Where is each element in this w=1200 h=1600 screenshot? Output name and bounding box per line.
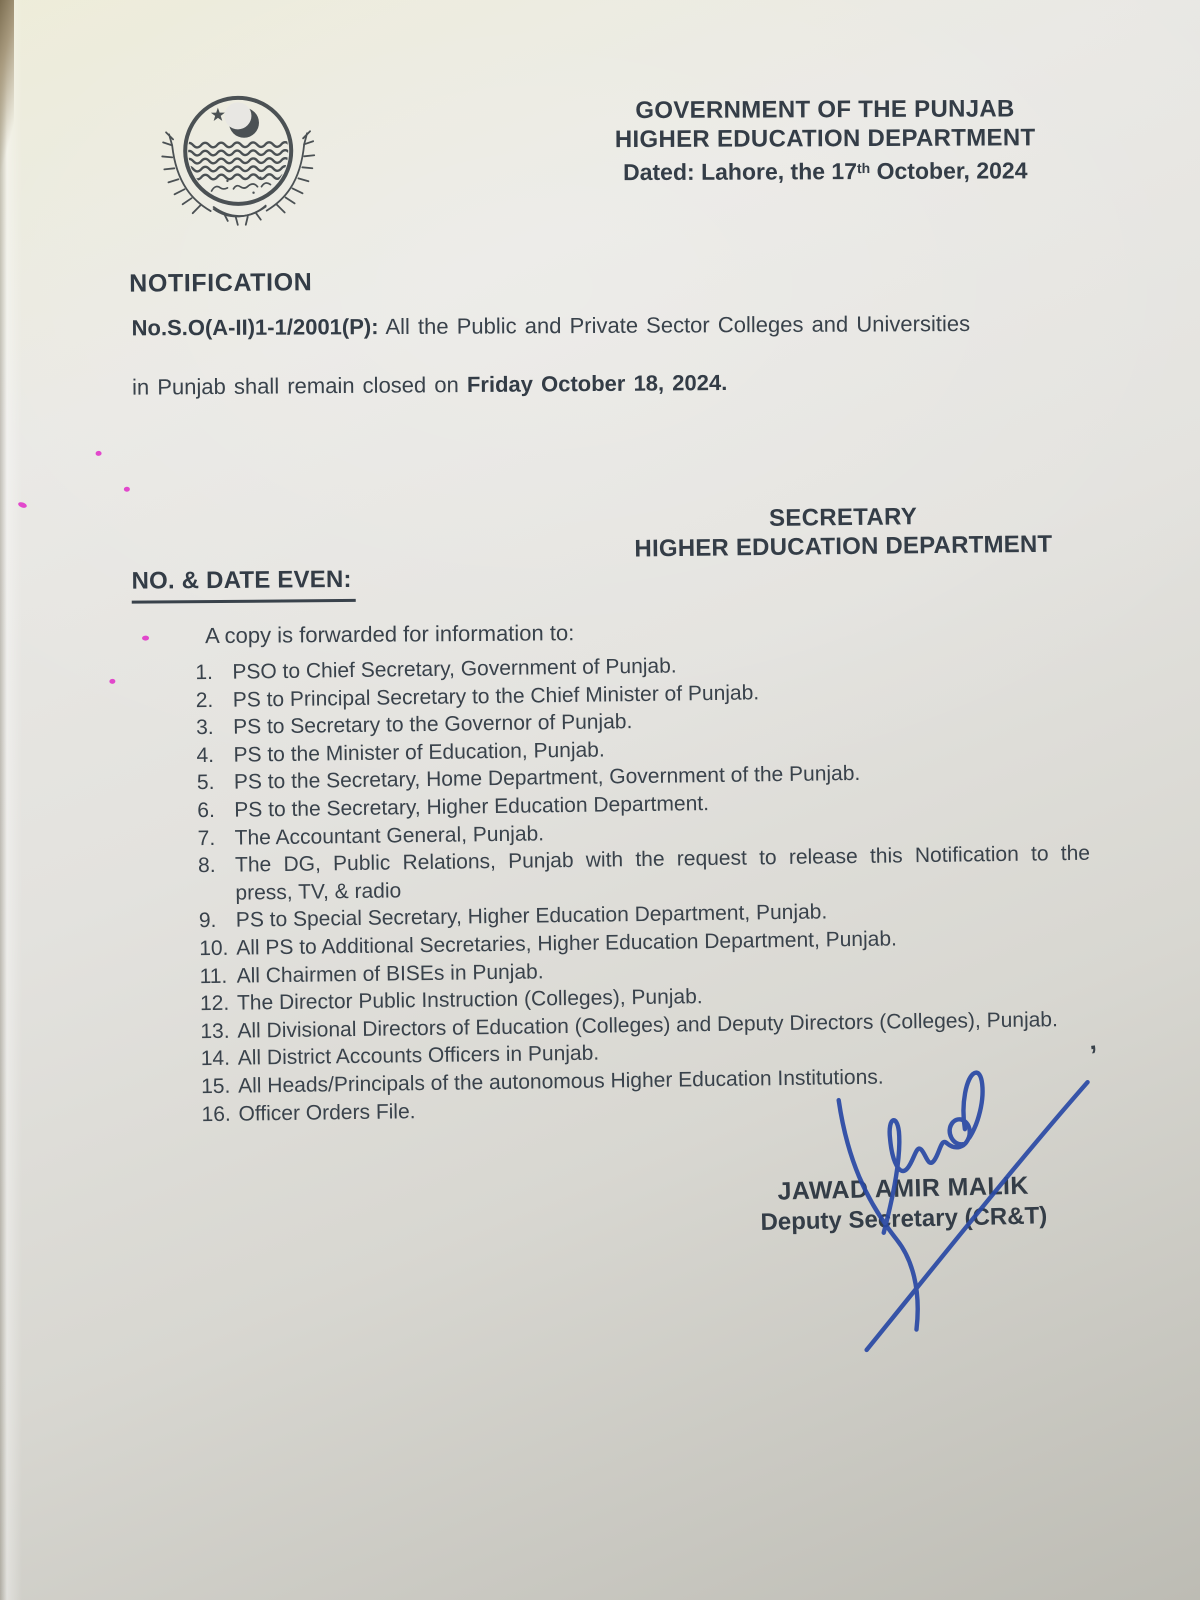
stray-pen-mark: ’: [1088, 1039, 1100, 1071]
item-number: 4.: [196, 743, 215, 767]
notification-body-line1: No.S.O(A-II)1-1/2001(P): All the Public and Private Sector Colleges and Universities: [131, 310, 971, 341]
signatory-designation: Deputy Secretary (CR&T): [760, 1202, 1048, 1236]
distribution-intro: A copy is forwarded for information to:: [204, 620, 575, 649]
notification-body-line2: in Punjab shall remain closed on Friday October 18, 2024.: [131, 369, 728, 400]
item-text: PS to Principal Secretary to the Chief Minister of Punjab.: [232, 680, 760, 712]
item-number: 7.: [197, 826, 216, 850]
signatory-name: JAWAD AMIR MALIK: [777, 1171, 1030, 1206]
dept-name: HIGHER EDUCATION DEPARTMENT: [614, 124, 1036, 154]
signoff-title: SECRETARY: [768, 503, 918, 532]
item-text: The DG, Public Relations, Punjab with the request to release this Notification to the press, TV, & radio: [234, 841, 1091, 905]
item-text: PS to the Minister of Education, Punjab.: [233, 738, 605, 767]
notification-ref-number: No.S.O(A-II)1-1/2001(P):: [131, 314, 379, 341]
signatory-block: [693, 1169, 1114, 1240]
item-text: The Director Public Instruction (Colleges), Punjab.: [236, 985, 703, 1015]
item-number: 8.: [197, 854, 216, 878]
item-text: PS to Secretary to the Governor of Punjab.: [232, 710, 633, 739]
punjab-government-emblem-icon: [143, 88, 334, 229]
item-number: 11.: [199, 964, 228, 988]
item-number: 16.: [201, 1102, 231, 1126]
signoff-block: [618, 502, 1069, 564]
item-number: 9.: [198, 909, 217, 933]
item-number: 15.: [201, 1074, 231, 1099]
item-number: 12.: [199, 991, 230, 1016]
item-number: 1.: [195, 660, 214, 685]
item-text: All Heads/Principals of the autonomous Higher Education Institutions.: [237, 1065, 884, 1098]
item-text: All PS to Additional Secretaries, Higher Education Department, Punjab.: [236, 927, 898, 960]
signoff-dept: HIGHER EDUCATION DEPARTMENT: [634, 530, 1053, 563]
item-text: PS to Special Secretary, Higher Education Department, Punjab.: [235, 900, 828, 932]
distribution-list: [195, 647, 1093, 1129]
notification-heading: NOTIFICATION: [129, 268, 313, 298]
ink-speck: [142, 636, 149, 641]
item-text: PS to the Secretary, Higher Education Department.: [234, 791, 710, 822]
date-ordinal-suffix: th: [856, 160, 871, 177]
item-number: 13.: [200, 1019, 230, 1043]
item-text: All District Accounts Officers in Punjab.: [237, 1041, 600, 1070]
item-number: 6.: [197, 798, 215, 823]
item-number: 3.: [195, 716, 214, 740]
item-text: PS to the Secretary, Home Department, Government of the Punjab.: [233, 762, 861, 795]
item-number: 10.: [199, 936, 229, 961]
ink-speck: [17, 501, 27, 509]
closure-date: Friday October 18, 2024.: [466, 369, 728, 398]
item-number: 14.: [200, 1047, 231, 1071]
item-text: All Divisional Directors of Education (Colleges) and Deputy Directors (Colleges), Punjab.: [237, 1007, 1059, 1043]
item-text: All Chairmen of BISEs in Punjab.: [236, 959, 544, 988]
ink-speck: [109, 679, 115, 684]
org-name: GOVERNMENT OF THE PUNJAB: [635, 95, 1015, 125]
ink-speck: [96, 451, 102, 456]
item-text: Officer Orders File.: [238, 1099, 416, 1126]
item-number: 5.: [196, 771, 215, 795]
letterhead: [555, 95, 1095, 187]
item-text: The Accountant General, Punjab.: [234, 821, 545, 850]
letter-date: Dated: Lahore, the 17th October, 2024: [623, 157, 1028, 186]
item-text: PSO to Chief Secretary, Government of Punjab.: [232, 654, 677, 684]
ink-speck: [124, 487, 130, 492]
distribution-heading: NO. & DATE EVEN:: [131, 566, 355, 604]
item-number: 2.: [195, 688, 214, 712]
